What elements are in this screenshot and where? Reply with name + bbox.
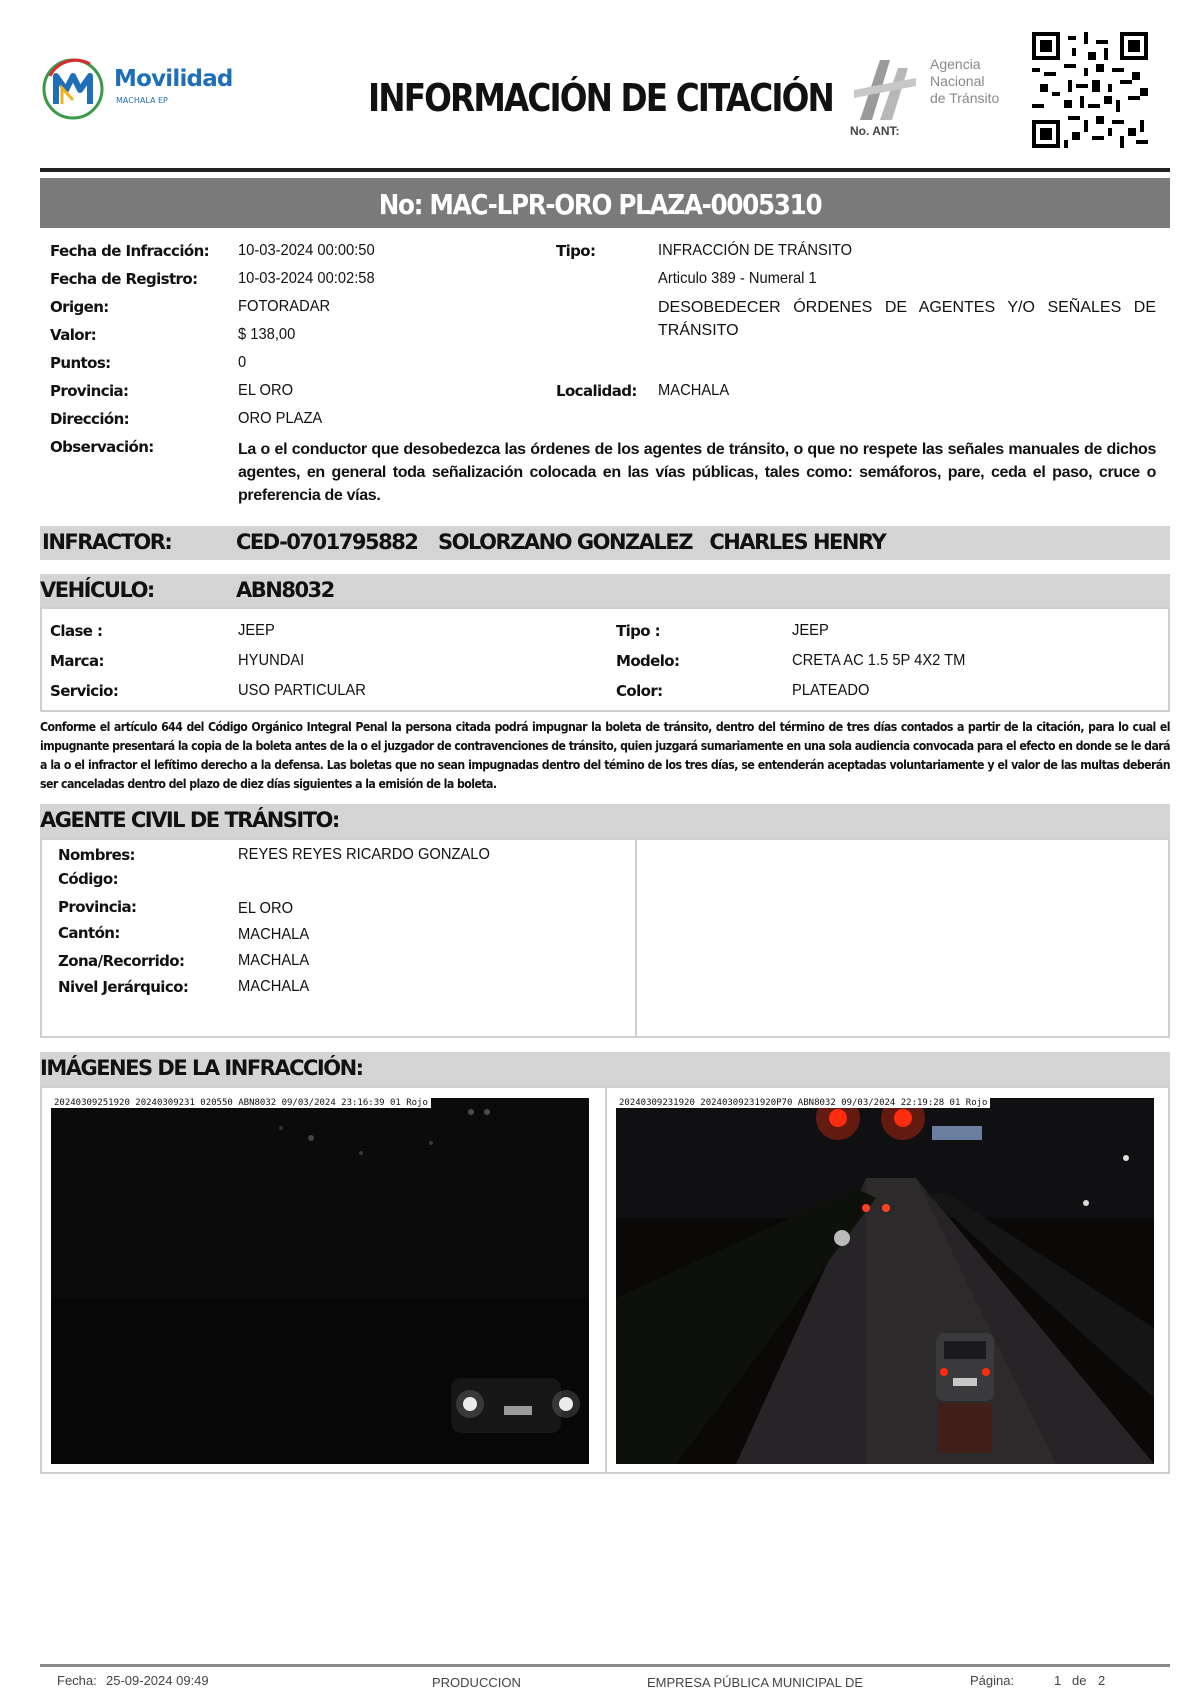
fecha-infraccion-value: 10-03-2024 00:00:50 — [238, 242, 375, 259]
ant-line3: de Tránsito — [930, 90, 1000, 106]
agente-zona-value: MACHALA — [238, 952, 310, 969]
servicio-value: USO PARTICULAR — [238, 682, 366, 699]
photo-2-caption: 20240309231920 20240309231920P70 ABN8032 09/03/2024 22:19:28 01 Rojo — [616, 1098, 990, 1108]
provincia-label: Provincia: — [50, 382, 129, 400]
agente-provincia-label: Provincia: — [58, 898, 137, 916]
ant-line2: Nacional — [930, 73, 985, 89]
photo-1-caption: 20240309251920 20240309231 020550 ABN8032 09/03/2024 23:16:39 01 Rojo — [51, 1098, 431, 1108]
infractor-name: SOLORZANO GONZALEZ CHARLES HENRY — [438, 530, 886, 554]
agente-canton-value: MACHALA — [238, 926, 310, 943]
footer-fecha-label: Fecha: — [57, 1673, 97, 1688]
citation-number: No: MAC-LPR-ORO PLAZA-0005310 — [378, 188, 822, 221]
direccion-value: ORO PLAZA — [238, 410, 323, 427]
ant-road-icon — [850, 50, 920, 130]
descripcion-value: DESOBEDECER ÓRDENES DE AGENTES Y/O SEÑALES DE TRÁNSITO — [658, 299, 1156, 339]
footer-pagina-label: Página: — [970, 1673, 1015, 1688]
movilidad-logo-icon — [40, 56, 106, 122]
logo-text: Movilidad — [114, 66, 233, 92]
infractor-label: INFRACTOR: — [42, 530, 172, 554]
clase-label: Clase : — [50, 622, 103, 640]
direccion-label: Dirección: — [50, 410, 130, 428]
imagenes-heading: IMÁGENES DE LA INFRACCIÓN: — [40, 1056, 363, 1080]
articulo-value: Articulo 389 - Numeral 1 — [658, 270, 817, 287]
vehiculo-box — [40, 607, 1170, 712]
agente-codigo-label: Código: — [58, 870, 119, 888]
infraction-photo-1 — [51, 1098, 589, 1464]
valor-value: $ 138,00 — [238, 326, 296, 343]
tipo-label: Tipo: — [556, 242, 596, 260]
ant-no-label: No. ANT: — [850, 124, 900, 138]
footer-fecha: 25-09-2024 09:49 — [106, 1673, 209, 1688]
footer-produccion: PRODUCCION — [432, 1675, 521, 1690]
qr-code — [1032, 32, 1148, 148]
observacion-value: La o el conductor que desobedezca las órdenes de los agentes de tránsito, o que no respete las señales manuales de dichos agentes, en general toda señalización colocada en las vías públicas, tales como: semáforos, pare, ceda el paso, cruce o preferencia de vías. — [238, 441, 1156, 504]
footer-pagina: 1 — [1054, 1673, 1062, 1688]
provincia-value: EL ORO — [238, 382, 294, 399]
color-label: Color: — [616, 682, 663, 700]
agente-nivel-value: MACHALA — [238, 978, 310, 995]
clase-value: JEEP — [238, 622, 275, 639]
ant-logo — [850, 50, 1020, 145]
legal-text: Conforme el artículo 644 del Código Orgánico Integral Penal la persona citada podrá impugnar la boleta de tránsito, dentro del término de tres días contados a partir de la citación, para lo cual el impugnante presentará la copia de la boleta antes de la o el juzgador de contravenciones de tránsito, quien juzgará sumariamente en una sola audiencia convocada para el efecto en donde se le dará a la o el infractor el lefítimo derecho a la defensa. Las boletas que no sean impugnadas dentro del témino de los tres días, se entenderán aceptadas voluntariamente y el valor de las multas deberán ser canceladas dentro del plazo de diez días siguientes a la emisión de la boleta. — [40, 720, 1170, 791]
agente-heading: AGENTE CIVIL DE TRÁNSITO: — [40, 808, 339, 832]
agente-box-right — [635, 838, 1170, 1038]
ant-line1: Agencia — [930, 56, 981, 72]
modelo-value: CRETA AC 1.5 5P 4X2 TM — [792, 652, 966, 669]
agente-canton-label: Cantón: — [58, 924, 120, 942]
footer-empresa: EMPRESA PÚBLICA MUNICIPAL DE — [647, 1675, 864, 1690]
localidad-value: MACHALA — [658, 382, 730, 399]
localidad-label: Localidad: — [556, 382, 637, 400]
vehiculo-placa: ABN8032 — [236, 578, 334, 602]
infractor-id: CED-0701795882 — [236, 530, 418, 554]
footer-divider — [40, 1664, 1170, 1667]
agente-zona-label: Zona/Recorrido: — [58, 952, 185, 970]
fecha-registro-label: Fecha de Registro: — [50, 270, 198, 288]
valor-label: Valor: — [50, 326, 97, 344]
modelo-label: Modelo: — [616, 652, 680, 670]
agente-provincia-value: EL ORO — [238, 900, 294, 917]
footer-de-label: de — [1072, 1673, 1087, 1688]
servicio-label: Servicio: — [50, 682, 119, 700]
marca-value: HYUNDAI — [238, 652, 305, 669]
agente-box-left — [40, 838, 637, 1038]
fecha-registro-value: 10-03-2024 00:02:58 — [238, 270, 375, 287]
tipo-vehiculo-value: JEEP — [792, 622, 829, 639]
logo-subtext: MACHALA EP — [116, 96, 168, 105]
tipo-value: INFRACCIÓN DE TRÁNSITO — [658, 242, 853, 259]
tipo-vehiculo-label: Tipo : — [616, 622, 661, 640]
vehiculo-label: VEHÍCULO: — [40, 578, 154, 602]
movilidad-logo — [40, 56, 240, 126]
color-value: PLATEADO — [792, 682, 870, 699]
agente-nivel-label: Nivel Jerárquico: — [58, 978, 189, 996]
header-divider — [40, 168, 1170, 172]
origen-value: FOTORADAR — [238, 298, 331, 315]
infraction-photo-2 — [616, 1098, 1154, 1464]
observacion-label: Observación: — [50, 438, 154, 456]
puntos-label: Puntos: — [50, 354, 111, 372]
footer-total: 2 — [1098, 1673, 1106, 1688]
origen-label: Origen: — [50, 298, 109, 316]
agente-nombres-value: REYES REYES RICARDO GONZALO — [238, 846, 490, 863]
document-title: INFORMACIÓN DE CITACIÓN — [368, 76, 834, 120]
vehiculo-bar — [40, 574, 1170, 608]
fecha-infraccion-label: Fecha de Infracción: — [50, 242, 210, 260]
puntos-value: 0 — [238, 354, 247, 371]
marca-label: Marca: — [50, 652, 104, 670]
agente-nombres-label: Nombres: — [58, 846, 135, 864]
